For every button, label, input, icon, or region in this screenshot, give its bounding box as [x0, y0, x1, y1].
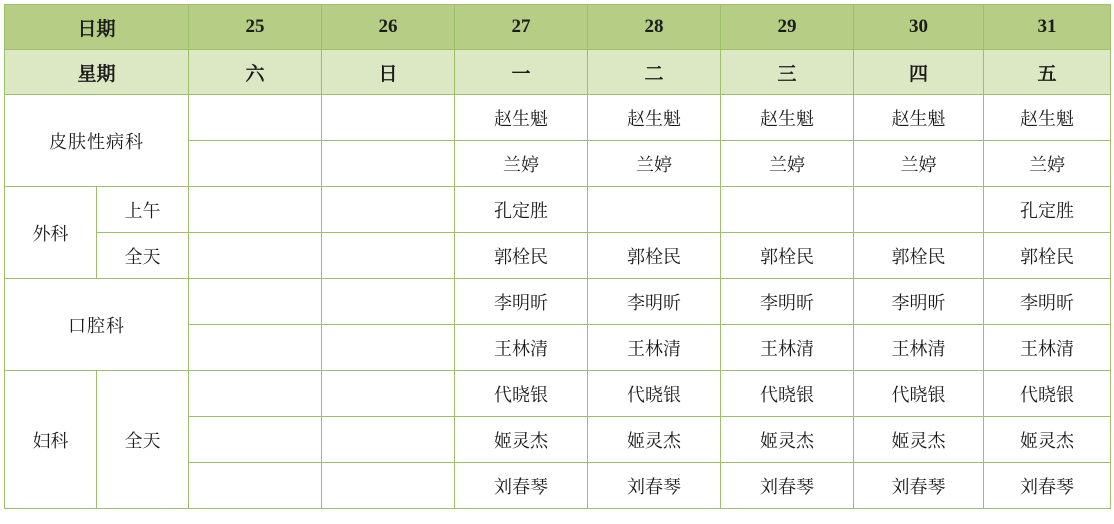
header-weekday-1: 日 [322, 50, 455, 95]
cell-dent-r0-c2: 李明昕 [455, 279, 588, 325]
cell-surg-r1-c2: 郭栓民 [455, 233, 588, 279]
cell-gyn-r0-c5: 代晓银 [854, 371, 984, 417]
cell-dent-r0-c3: 李明昕 [588, 279, 721, 325]
department-name-dental: 口腔科 [5, 279, 189, 371]
header-date-2: 27 [455, 5, 588, 50]
cell-gyn-r0-c6: 代晓银 [984, 371, 1111, 417]
department-name-surgery: 外科 [5, 187, 97, 279]
clinic-schedule-table [4, 4, 1111, 509]
cell-surg-r1-c4: 郭栓民 [721, 233, 854, 279]
cell-surg-r0-c6: 孔定胜 [984, 187, 1111, 233]
header-weekday-3: 二 [588, 50, 721, 95]
cell-surg-r1-c6: 郭栓民 [984, 233, 1111, 279]
subrow-label-surgery-morning: 上午 [97, 187, 189, 233]
header-date-0: 25 [189, 5, 322, 50]
cell-derm-r1-c1 [322, 141, 455, 187]
cell-dent-r0-c6: 李明昕 [984, 279, 1111, 325]
cell-dent-r0-c4: 李明昕 [721, 279, 854, 325]
cell-derm-r0-c4: 赵生魁 [721, 95, 854, 141]
cell-derm-r0-c1 [322, 95, 455, 141]
table-row [5, 279, 1111, 325]
header-date-6: 31 [984, 5, 1111, 50]
cell-derm-r1-c4: 兰婷 [721, 141, 854, 187]
header-date-4: 29 [721, 5, 854, 50]
cell-gyn-r1-c5: 姬灵杰 [854, 417, 984, 463]
cell-gyn-r2-c4: 刘春琴 [721, 463, 854, 509]
subrow-label-gynecology-allday: 全天 [97, 371, 189, 509]
cell-dent-r0-c0 [189, 279, 322, 325]
cell-derm-r1-c2: 兰婷 [455, 141, 588, 187]
cell-gyn-r2-c6: 刘春琴 [984, 463, 1111, 509]
cell-derm-r0-c5: 赵生魁 [854, 95, 984, 141]
cell-gyn-r1-c6: 姬灵杰 [984, 417, 1111, 463]
cell-dent-r1-c5: 王林清 [854, 325, 984, 371]
header-weekday-6: 五 [984, 50, 1111, 95]
cell-gyn-r2-c3: 刘春琴 [588, 463, 721, 509]
header-weekday-2: 一 [455, 50, 588, 95]
cell-surg-r1-c5: 郭栓民 [854, 233, 984, 279]
header-row-weekday [5, 50, 1111, 95]
cell-surg-r1-c3: 郭栓民 [588, 233, 721, 279]
cell-dent-r1-c0 [189, 325, 322, 371]
cell-surg-r0-c0 [189, 187, 322, 233]
header-date-label: 日期 [5, 5, 189, 50]
cell-derm-r1-c6: 兰婷 [984, 141, 1111, 187]
cell-dent-r1-c6: 王林清 [984, 325, 1111, 371]
header-weekday-5: 四 [854, 50, 984, 95]
cell-gyn-r1-c4: 姬灵杰 [721, 417, 854, 463]
cell-dent-r1-c1 [322, 325, 455, 371]
table-row [5, 187, 1111, 233]
table-row [5, 233, 1111, 279]
header-weekday-0: 六 [189, 50, 322, 95]
cell-gyn-r0-c0 [189, 371, 322, 417]
cell-surg-r0-c1 [322, 187, 455, 233]
cell-dent-r1-c2: 王林清 [455, 325, 588, 371]
cell-dent-r0-c5: 李明昕 [854, 279, 984, 325]
table-row [5, 95, 1111, 141]
schedule-body [5, 5, 1111, 509]
cell-gyn-r1-c3: 姬灵杰 [588, 417, 721, 463]
cell-surg-r0-c3 [588, 187, 721, 233]
table-row [5, 371, 1111, 417]
cell-gyn-r1-c1 [322, 417, 455, 463]
cell-gyn-r2-c2: 刘春琴 [455, 463, 588, 509]
cell-gyn-r2-c0 [189, 463, 322, 509]
cell-gyn-r0-c2: 代晓银 [455, 371, 588, 417]
cell-dent-r0-c1 [322, 279, 455, 325]
cell-derm-r0-c2: 赵生魁 [455, 95, 588, 141]
cell-gyn-r2-c5: 刘春琴 [854, 463, 984, 509]
cell-derm-r0-c0 [189, 95, 322, 141]
header-date-5: 30 [854, 5, 984, 50]
cell-gyn-r0-c4: 代晓银 [721, 371, 854, 417]
cell-derm-r0-c3: 赵生魁 [588, 95, 721, 141]
header-row-date [5, 5, 1111, 50]
header-weekday-4: 三 [721, 50, 854, 95]
cell-surg-r0-c2: 孔定胜 [455, 187, 588, 233]
cell-surg-r1-c1 [322, 233, 455, 279]
cell-derm-r1-c0 [189, 141, 322, 187]
department-name-gynecology: 妇科 [5, 371, 97, 509]
cell-surg-r0-c5 [854, 187, 984, 233]
cell-gyn-r1-c2: 姬灵杰 [455, 417, 588, 463]
department-name-dermatology: 皮肤性病科 [5, 95, 189, 187]
header-week-label: 星期 [5, 50, 189, 95]
cell-gyn-r1-c0 [189, 417, 322, 463]
cell-gyn-r0-c3: 代晓银 [588, 371, 721, 417]
header-date-3: 28 [588, 5, 721, 50]
cell-dent-r1-c4: 王林清 [721, 325, 854, 371]
cell-surg-r0-c4 [721, 187, 854, 233]
header-date-1: 26 [322, 5, 455, 50]
subrow-label-surgery-allday: 全天 [97, 233, 189, 279]
cell-derm-r1-c3: 兰婷 [588, 141, 721, 187]
cell-dent-r1-c3: 王林清 [588, 325, 721, 371]
cell-gyn-r0-c1 [322, 371, 455, 417]
cell-derm-r0-c6: 赵生魁 [984, 95, 1111, 141]
cell-surg-r1-c0 [189, 233, 322, 279]
cell-derm-r1-c5: 兰婷 [854, 141, 984, 187]
cell-gyn-r2-c1 [322, 463, 455, 509]
